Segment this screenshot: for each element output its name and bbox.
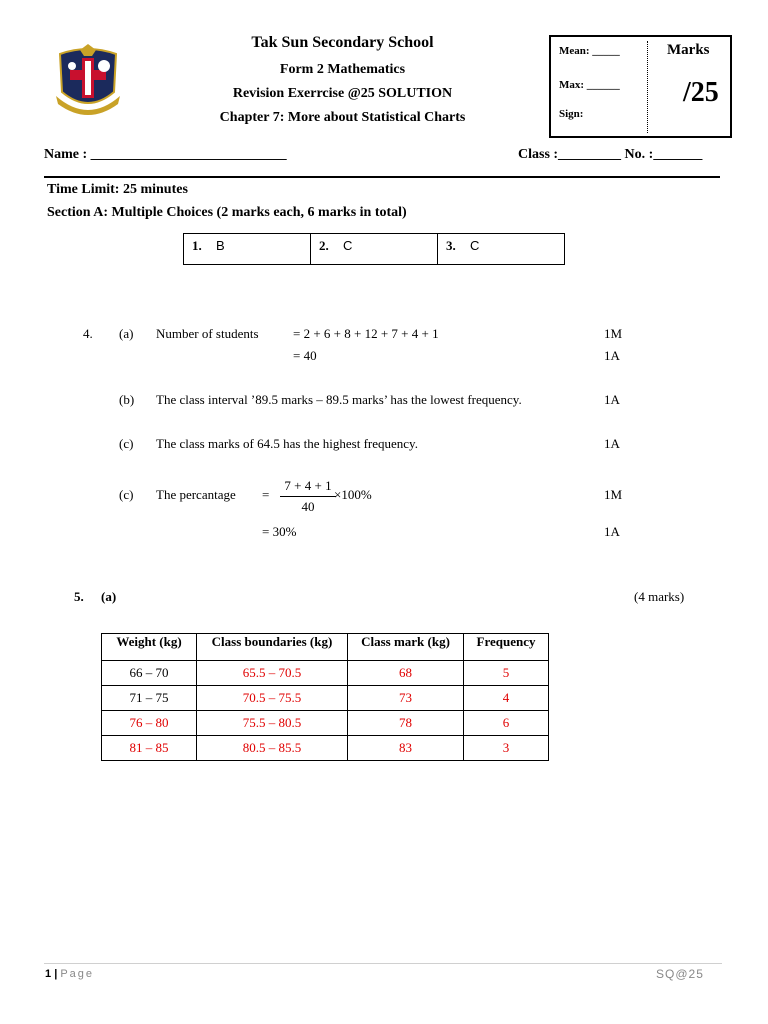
q4b-mark: 1A — [604, 392, 620, 407]
marks-box — [549, 35, 732, 138]
frequency-cell: 4 — [464, 686, 549, 711]
mc-number: 1. — [192, 238, 202, 253]
weight-cell: 76 – 80 — [102, 711, 197, 736]
q4-number: 4. — [83, 326, 93, 341]
col-header-weight: Weight (kg) — [102, 634, 197, 661]
col-header-frequency: Frequency — [464, 634, 549, 661]
col-header-class-mark: Class mark (kg) — [348, 634, 464, 661]
weight-cell: 71 – 75 — [102, 686, 197, 711]
page-number: 1 — [45, 968, 52, 980]
page-separator: | — [54, 968, 58, 980]
q5a-label: (a) — [101, 589, 117, 604]
q4d-result: = 30% — [262, 524, 297, 539]
class-no-field: Class :_________ No. :_______ — [518, 147, 703, 162]
q4b-text: The class interval ’89.5 marks – 89.5 marks’ has the lowest frequency. — [156, 392, 522, 407]
q5-frequency-table — [101, 633, 549, 761]
q4c-label: (c) — [119, 436, 134, 451]
footer-divider — [44, 963, 722, 964]
q4c-text: The class marks of 64.5 has the highest frequency. — [156, 436, 418, 451]
q4d-fraction — [280, 478, 336, 515]
q4d-text: The percantage — [156, 487, 236, 502]
boundaries-cell: 80.5 – 85.5 — [197, 736, 348, 761]
table-row — [102, 661, 549, 686]
q4a-label: (a) — [119, 326, 134, 341]
marks-total: /25 — [683, 77, 719, 108]
max-field: Max: ______ — [559, 79, 620, 91]
section-a-title: Section A: Multiple Choices (2 marks each, 6 marks in total) — [47, 205, 407, 220]
mc-number: 2. — [319, 238, 329, 253]
footer-code: SQ@25 — [656, 967, 704, 981]
q4d-mark-1: 1M — [604, 487, 623, 502]
boundaries-cell: 75.5 – 80.5 — [197, 711, 348, 736]
chapter-title: Chapter 7: More about Statistical Charts — [219, 110, 466, 125]
mc-number: 3. — [446, 238, 456, 253]
q4d-times: ×100% — [334, 487, 372, 502]
q4d-equals: = — [262, 487, 270, 502]
table-header-row — [102, 634, 549, 661]
page-word: Page — [60, 968, 95, 980]
time-limit: Time Limit: 25 minutes — [47, 182, 188, 197]
frequency-cell: 6 — [464, 711, 549, 736]
revision-title: Revision Exerrcise @25 SOLUTION — [232, 86, 453, 101]
sign-field: Sign: — [559, 108, 584, 120]
mc-answer-cell — [184, 234, 311, 265]
name-field: Name : ____________________________ — [44, 147, 287, 162]
mc-answer: B — [216, 238, 225, 253]
q5-number: 5. — [74, 589, 84, 604]
q4c-mark: 1A — [604, 436, 620, 451]
mc-answer-cell — [438, 234, 565, 265]
header-divider — [44, 176, 720, 178]
q4a-mark-2: 1A — [604, 348, 620, 363]
form-subject: Form 2 Mathematics — [279, 62, 406, 77]
class-mark-cell: 68 — [348, 661, 464, 686]
boundaries-cell: 65.5 – 70.5 — [197, 661, 348, 686]
q4a-result: = 40 — [293, 348, 317, 363]
mc-answer-table — [183, 233, 565, 265]
q4d-numerator: 7 + 4 + 1 — [280, 478, 336, 497]
q4b-label: (b) — [119, 392, 135, 407]
marks-title: Marks — [667, 42, 710, 58]
school-crest-icon — [52, 44, 124, 120]
mc-answer: C — [470, 238, 480, 253]
frequency-cell: 5 — [464, 661, 549, 686]
q4a-mark-1: 1M — [604, 326, 623, 341]
frequency-cell: 3 — [464, 736, 549, 761]
footer-page — [45, 968, 94, 980]
mc-answer: C — [343, 238, 353, 253]
q4d-mark-2: 1A — [604, 524, 620, 539]
class-mark-cell: 78 — [348, 711, 464, 736]
col-header-class-boundaries: Class boundaries (kg) — [197, 634, 348, 661]
q4d-denominator: 40 — [301, 499, 315, 514]
class-mark-cell: 83 — [348, 736, 464, 761]
q4a-equation: = 2 + 6 + 8 + 12 + 7 + 4 + 1 — [293, 326, 439, 341]
table-row — [102, 686, 549, 711]
weight-cell: 66 – 70 — [102, 661, 197, 686]
mean-field: Mean: _____ — [559, 45, 620, 57]
q4a-text: Number of students — [156, 326, 259, 341]
mc-answer-cell — [311, 234, 438, 265]
weight-cell: 81 – 85 — [102, 736, 197, 761]
marks-box-divider — [647, 41, 648, 133]
boundaries-cell: 70.5 – 75.5 — [197, 686, 348, 711]
table-row — [102, 711, 549, 736]
school-name: Tak Sun Secondary School — [251, 34, 434, 51]
q4d-label: (c) — [119, 487, 134, 502]
q5-marks: (4 marks) — [634, 589, 685, 604]
class-mark-cell: 73 — [348, 686, 464, 711]
table-row — [102, 736, 549, 761]
